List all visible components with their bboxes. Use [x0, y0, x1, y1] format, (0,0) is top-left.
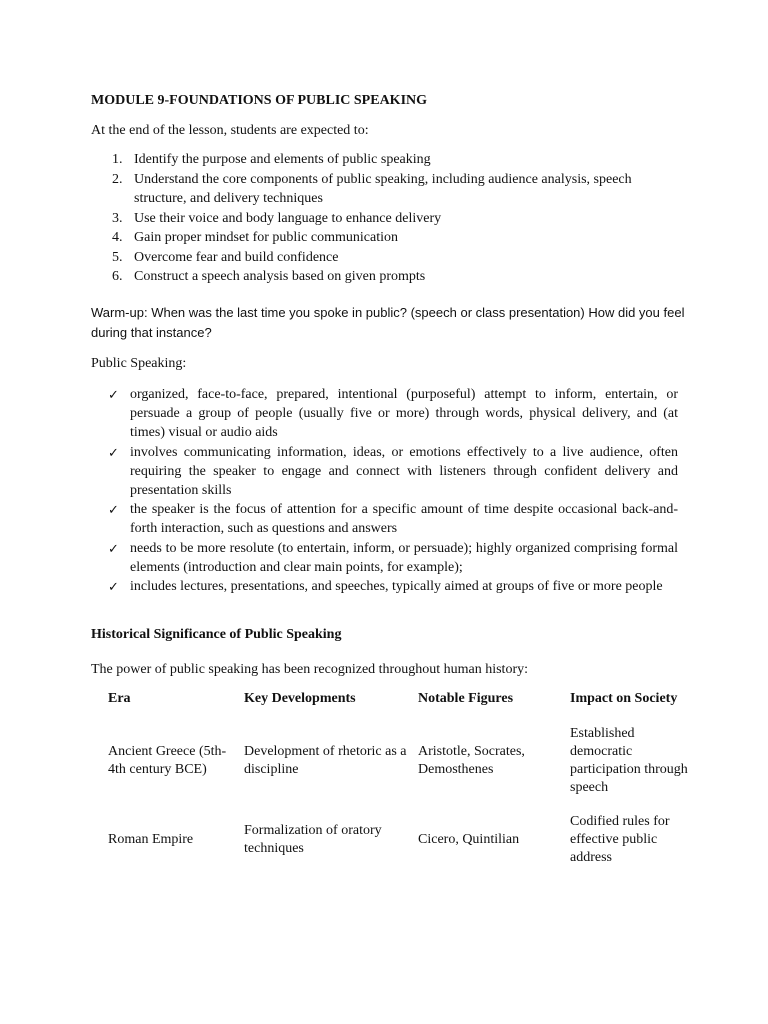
bullet-text: needs to be more resolute (to entertain, inform, or persuade); highly organized comprising formal elements (introduction and clear main points, for example); — [130, 540, 678, 575]
column-header-impact-on-society: Impact on Society — [570, 691, 678, 706]
table-cell-era: Roman Empire — [108, 832, 194, 847]
module-title: MODULE 9-FOUNDATIONS OF PUBLIC SPEAKING — [91, 93, 428, 108]
checkmark-icon: ✓ — [108, 387, 119, 402]
table-cell-impact: Established democratic participation through speech — [570, 726, 688, 795]
warmup-prompt: Warm-up: When was the last time you spoke in public? (speech or class presentation) How did you feel during that instance? — [91, 305, 685, 340]
lesson-intro: At the end of the lesson, students are expected to: — [91, 123, 369, 138]
table-cell-impact: Codified rules for effective public address — [570, 814, 670, 865]
objective-item — [112, 150, 678, 170]
objective-number: 1. — [112, 152, 123, 167]
table-cell-key-developments: Formalization of oratory techniques — [244, 823, 382, 856]
bullet-item — [108, 577, 678, 596]
checkmark-icon: ✓ — [108, 540, 119, 556]
bullet-item — [108, 385, 678, 443]
objective-number: 6. — [112, 269, 123, 284]
bullet-text: involves communicating information, ideas, or emotions effectively to a live audience, often requiring the speaker to engage and connect with listeners through confident delivery and presentation skills — [130, 444, 678, 499]
table-row — [108, 724, 698, 798]
checkmark-icon: ✓ — [108, 579, 119, 595]
table-cell-era: Ancient Greece (5th-4th century BCE) — [108, 744, 227, 777]
public-speaking-bullets — [108, 385, 678, 596]
bullet-item — [108, 539, 678, 577]
column-header-key-developments: Key Developments — [244, 691, 356, 706]
column-header-era: Era — [108, 691, 131, 706]
table-cell-notable-figures: Cicero, Quintilian — [418, 832, 520, 847]
objective-text: Overcome fear and build confidence — [134, 249, 339, 265]
checkmark-icon: ✓ — [108, 502, 119, 518]
column-header-notable-figures: Notable Figures — [418, 691, 514, 706]
history-heading: Historical Significance of Public Speaking — [91, 627, 342, 642]
public-speaking-heading: Public Speaking: — [91, 356, 187, 371]
objective-number: 3. — [112, 210, 123, 226]
objective-item — [112, 228, 678, 248]
bullet-text: the speaker is the focus of attention for a specific amount of time despite occasional back-and-forth interaction, such as questions and answers — [130, 502, 678, 537]
table-cell-key-developments: Development of rhetoric as a discipline — [244, 744, 407, 777]
objectives-list — [112, 150, 678, 287]
table-cell-notable-figures: Aristotle, Socrates, Demosthenes — [418, 744, 525, 777]
bullet-text: includes lectures, presentations, and speeches, typically aimed at groups of five or more people — [130, 579, 663, 595]
objective-text: Gain proper mindset for public communication — [134, 230, 398, 245]
bullet-text: organized, face-to-face, prepared, intentional (purposeful) attempt to inform, entertain, or persuade a group of people (usually five or more) through words, physical delivery, and (at times) visual or audio aids — [130, 387, 678, 441]
objective-text: Construct a speech analysis based on given prompts — [134, 269, 426, 284]
objective-number: 5. — [112, 249, 123, 265]
bullet-item — [108, 500, 678, 538]
checkmark-icon: ✓ — [108, 444, 119, 460]
table-row — [108, 812, 698, 868]
objective-text: Understand the core components of public speaking, including audience analysis, speech structure, and delivery techniques — [134, 171, 632, 206]
objective-text: Use their voice and body language to enhance delivery — [134, 210, 442, 226]
objective-item — [112, 170, 678, 209]
objective-item — [112, 248, 678, 268]
bullet-item — [108, 443, 678, 501]
objective-item — [112, 267, 678, 287]
history-intro: The power of public speaking has been recognized throughout human history: — [91, 662, 528, 677]
objective-number: 4. — [112, 230, 123, 245]
objective-text: Identify the purpose and elements of public speaking — [134, 152, 431, 167]
objective-number: 2. — [112, 171, 123, 187]
objective-item — [112, 209, 678, 229]
